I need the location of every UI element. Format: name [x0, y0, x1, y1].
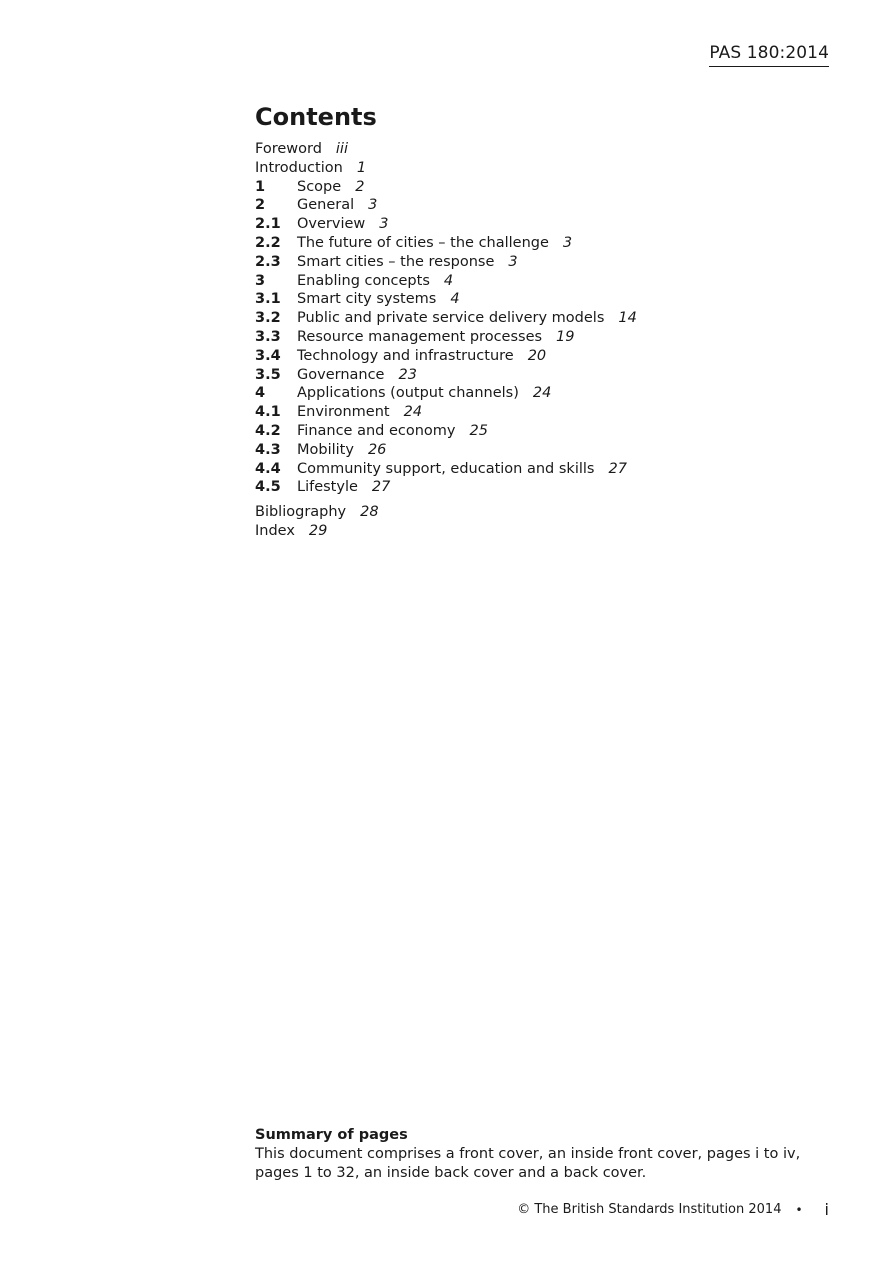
toc-entry[interactable] [255, 234, 815, 253]
toc-entry-title: Community support, education and skills [297, 460, 595, 477]
toc-entry-page: 14 [618, 310, 637, 327]
toc-entry-title: Lifestyle [297, 479, 358, 496]
toc-entry-number: 4.2 [255, 422, 281, 439]
summary-text-line: This document comprises a front cover, an inside front cover, pages i to iv, [255, 1146, 801, 1162]
toc-entry-number: 2.1 [255, 216, 281, 233]
toc-entry-page: 4 [443, 272, 454, 289]
document-reference: PAS 180:2014 [709, 44, 829, 67]
toc-entry-page: 3 [379, 216, 389, 233]
table-of-contents [255, 100, 815, 541]
toc-entry-number: 4.5 [255, 479, 281, 496]
toc-entry[interactable] [255, 178, 815, 197]
toc-entry-title: The future of cities – the challenge [297, 234, 549, 251]
toc-entry[interactable] [255, 403, 815, 422]
toc-entry[interactable] [255, 522, 815, 541]
summary-of-pages [255, 1126, 815, 1183]
toc-entry-number: 2.3 [255, 253, 281, 270]
toc-entry-page: 3 [508, 253, 518, 270]
summary-text-line: pages 1 to 32, an inside back cover and a back cover. [255, 1165, 647, 1181]
toc-entry-title: Technology and infrastructure [297, 347, 514, 364]
toc-entry-page: 28 [360, 504, 379, 521]
toc-entry[interactable] [255, 422, 815, 441]
toc-entry[interactable] [255, 253, 815, 272]
toc-entry-page: 24 [532, 385, 552, 402]
toc-entry-title: Public and private service delivery models [297, 310, 605, 327]
toc-entry[interactable] [255, 309, 815, 328]
toc-entry[interactable] [255, 140, 815, 159]
toc-entry-page: 29 [308, 522, 328, 539]
toc-entry-page: 27 [371, 479, 391, 496]
toc-entry-number: 4.1 [255, 404, 281, 421]
toc-entry-number: 3.1 [255, 291, 281, 308]
toc-entry[interactable] [255, 272, 815, 291]
toc-entry-number: 4.4 [255, 460, 281, 477]
toc-entry-title: Finance and economy [297, 422, 456, 439]
page-footer [517, 1200, 829, 1220]
toc-entry-title: Mobility [297, 441, 354, 458]
toc-entry-page: 19 [556, 328, 575, 345]
toc-entry[interactable] [255, 159, 815, 178]
toc-entry[interactable] [255, 366, 815, 385]
summary-title: Summary of pages [255, 1127, 408, 1143]
toc-entry[interactable] [255, 478, 815, 497]
toc-entry-page: 4 [450, 291, 460, 308]
toc-entry[interactable] [255, 215, 815, 234]
toc-entry-page: 20 [527, 347, 547, 364]
toc-entry-page: 2 [355, 178, 365, 195]
toc-entry-number: 1 [255, 178, 266, 195]
toc-entry-title: Smart cities – the response [297, 253, 495, 270]
bullet-separator: • [795, 1203, 803, 1217]
toc-entry-title: General [297, 197, 355, 214]
toc-entry[interactable] [255, 328, 815, 347]
toc-entry-title: Smart city systems [297, 291, 437, 308]
toc-entry-page: 24 [403, 404, 423, 421]
toc-entry-page: 27 [608, 460, 627, 477]
toc-entry[interactable] [255, 347, 815, 366]
toc-entry-title: Environment [297, 404, 390, 421]
toc-entry[interactable] [255, 460, 815, 479]
toc-entry-number: 4.3 [255, 441, 281, 458]
toc-entry-number: 2 [255, 197, 266, 214]
toc-entry-title: Bibliography [255, 504, 347, 521]
toc-entry-title: Resource management processes [297, 328, 543, 345]
toc-entry[interactable] [255, 290, 815, 309]
page-title: Contents [255, 103, 377, 131]
back-matter-list [255, 503, 815, 541]
toc-entry-title: Introduction [255, 159, 343, 176]
toc-entry-number: 3.5 [255, 366, 281, 383]
toc-entry[interactable] [255, 503, 815, 522]
toc-entry-page: iii [335, 141, 348, 157]
toc-entry[interactable] [255, 441, 815, 460]
toc-entry-number: 3 [255, 272, 266, 289]
toc-entry[interactable] [255, 384, 815, 403]
toc-entry-number: 3.2 [255, 310, 281, 327]
toc-entry-title: Enabling concepts [297, 272, 430, 289]
toc-entry-page: 3 [368, 197, 378, 214]
toc-entry-title: Governance [297, 366, 385, 383]
front-matter-list [255, 140, 815, 178]
toc-entry-number: 4 [255, 385, 266, 402]
toc-entry-number: 3.3 [255, 328, 281, 345]
toc-entry-title: Scope [297, 178, 342, 195]
toc-entry-title: Index [255, 522, 295, 539]
toc-list [255, 178, 815, 498]
toc-entry-page: 26 [367, 441, 387, 458]
toc-entry-page: 1 [356, 159, 367, 176]
toc-entry-page: 3 [562, 234, 573, 251]
copyright-notice: © The British Standards Institution 2014 [517, 1202, 782, 1217]
page-number: i [824, 1200, 829, 1219]
toc-entry[interactable] [255, 196, 815, 215]
toc-entry-number: 3.4 [255, 347, 281, 364]
toc-entry-title: Applications (output channels) [297, 385, 519, 402]
toc-entry-page: 23 [398, 366, 417, 383]
toc-entry-title: Overview [297, 216, 366, 233]
toc-entry-page: 25 [469, 422, 488, 439]
toc-entry-title: Foreword [255, 141, 322, 157]
toc-entry-number: 2.2 [255, 234, 281, 251]
